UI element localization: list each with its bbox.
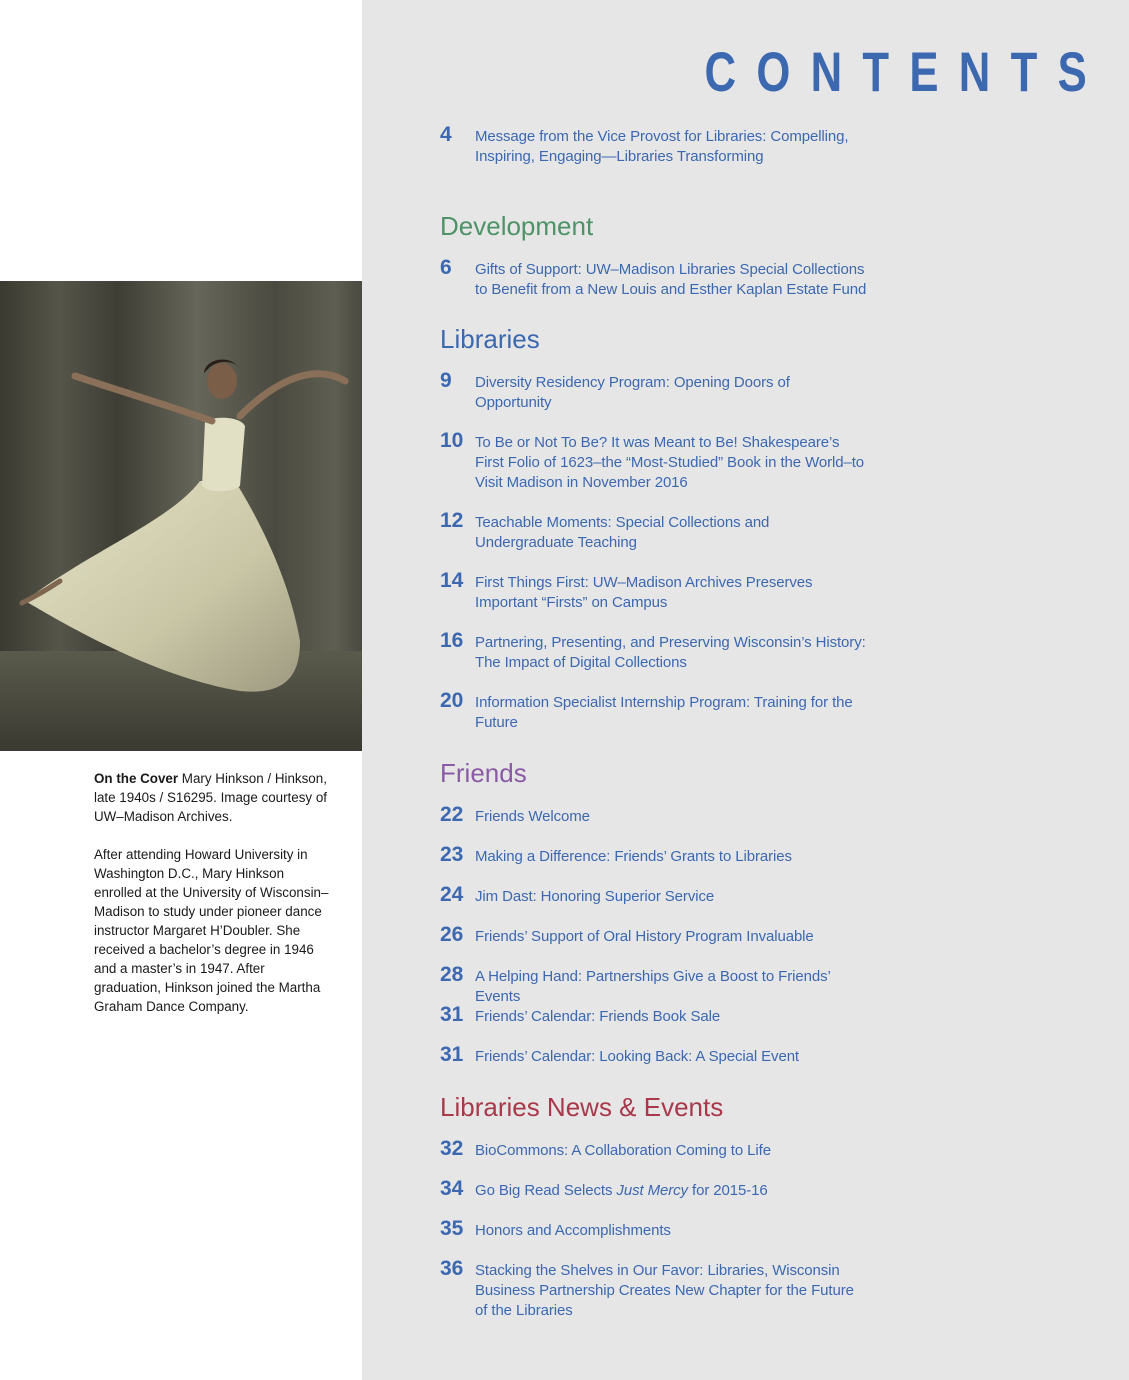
toc-title: Making a Difference: Friends’ Grants to Libraries — [475, 848, 792, 865]
toc-title: First Things First: UW–Madison Archives Preserves Important “Firsts” on Campus — [475, 574, 813, 611]
cover-caption-label: On the Cover — [94, 771, 179, 786]
toc-title: To Be or Not To Be? It was Meant to Be! Shakespeare’s First Folio of 1623–the “Most-Studied” Book in the World–to Visit Madison in November 2016 — [475, 434, 865, 491]
toc-page-number: 22 — [440, 803, 464, 826]
toc-page-number: 6 — [440, 256, 452, 279]
toc-page-number: 34 — [440, 1177, 464, 1200]
toc-page-number: 35 — [440, 1217, 464, 1240]
toc-page-number: 28 — [440, 963, 464, 986]
toc-title: Gifts of Support: UW–Madison Libraries Special Collections to Benefit from a New Louis and Esther Kaplan Estate Fund — [475, 261, 867, 298]
toc-title: Jim Dast: Honoring Superior Service — [475, 888, 715, 905]
cover-caption-body: After attending Howard University in Washington D.C., Mary Hinkson enrolled at the University of Wisconsin–Madison to study under pioneer dance instructor Margaret H’Doubler. She received a bachelor’s degree in 1946 and a master’s in 1947. After graduation, Hinkson joined the Martha Graham Dance Company. — [94, 847, 329, 1014]
toc-title: Partnering, Presenting, and Preserving Wisconsin’s History: The Impact of Digital Collections — [475, 634, 866, 671]
page-title: CONTENTS — [704, 40, 1107, 103]
toc-page-number: 32 — [440, 1137, 464, 1160]
toc-title: Teachable Moments: Special Collections and Undergraduate Teaching — [475, 514, 770, 551]
toc-title-part: Go Big Read Selects — [475, 1182, 617, 1199]
section-heading-development: Development — [440, 211, 594, 241]
cover-caption-credit: Mary Hinkson / Hinkson, late 1940s / S16295. Image courtesy of UW–Madison Archives. — [94, 771, 327, 824]
toc-title: Friends’ Calendar: Looking Back: A Special Event — [475, 1048, 799, 1065]
toc-page-number: 23 — [440, 843, 464, 866]
toc-title: Honors and Accomplishments — [475, 1222, 671, 1239]
toc-title: Friends Welcome — [475, 808, 590, 825]
toc-page-number: 24 — [440, 883, 464, 906]
toc-page-number: 20 — [440, 689, 464, 712]
toc-page-number: 9 — [440, 369, 452, 392]
book-title: Just Mercy — [616, 1182, 688, 1199]
toc-title — [475, 1181, 870, 1201]
toc-title: A Helping Hand: Partnerships Give a Boost to Friends’ Events — [475, 968, 831, 1005]
toc-page-number: 16 — [440, 629, 464, 652]
toc-page-number: 14 — [440, 569, 464, 592]
toc-title: Stacking the Shelves in Our Favor: Libraries, Wisconsin Business Partnership Creates New Chapter for the Future of the Libraries — [475, 1262, 854, 1319]
section-heading-libraries: Libraries — [440, 324, 540, 354]
section-heading-friends: Friends — [440, 758, 527, 788]
toc-title-part: for 2015-16 — [687, 1182, 768, 1199]
toc-page-number: 10 — [440, 429, 464, 452]
cover-caption — [94, 769, 334, 1035]
toc-page-number: 31 — [440, 1003, 464, 1026]
toc-title: Information Specialist Internship Program: Training for the Future — [475, 694, 853, 731]
toc-page-number: 26 — [440, 923, 464, 946]
toc-page-number: 12 — [440, 509, 464, 532]
toc-title: Diversity Residency Program: Opening Doors of Opportunity — [475, 374, 790, 411]
toc-title: Friends’ Support of Oral History Program Invaluable — [475, 928, 814, 945]
toc-page-number: 4 — [440, 123, 452, 146]
dancer-illustration — [0, 281, 393, 751]
toc-title: BioCommons: A Collaboration Coming to Life — [475, 1142, 771, 1159]
toc-title: Friends’ Calendar: Friends Book Sale — [475, 1008, 721, 1025]
toc-title: Message from the Vice Provost for Libraries: Compelling, Inspiring, Engaging—Libraries Transforming — [475, 128, 849, 165]
toc-page-number: 36 — [440, 1257, 464, 1280]
cover-photo — [0, 281, 393, 751]
contents-panel — [362, 0, 1129, 1380]
toc-page-number: 31 — [440, 1043, 464, 1066]
section-heading-news-events: Libraries News & Events — [440, 1092, 724, 1122]
